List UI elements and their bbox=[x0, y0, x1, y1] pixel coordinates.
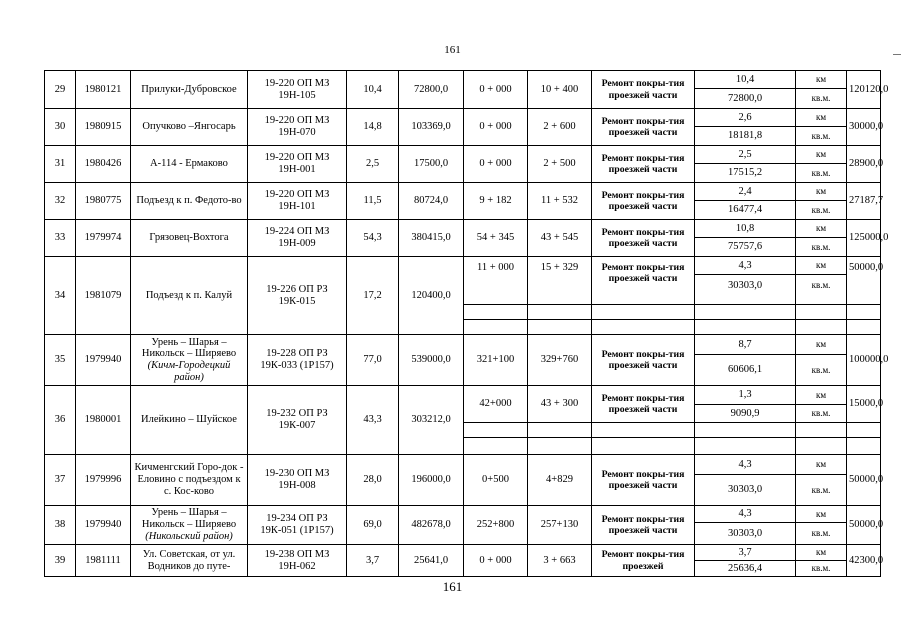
road-length: 28,0 bbox=[347, 455, 399, 506]
start-km: 0 + 000 bbox=[464, 146, 528, 183]
start-km: 42+000 bbox=[464, 386, 528, 423]
road-area: 539000,0 bbox=[399, 335, 464, 386]
row-number: 35 bbox=[45, 335, 76, 386]
road-id: 19-220 ОП МЗ 19Н-001 bbox=[248, 146, 347, 183]
row-number: 31 bbox=[45, 146, 76, 183]
road-length: 10,4 bbox=[347, 71, 399, 109]
start-km: 0+500 bbox=[464, 455, 528, 506]
unit-km: км bbox=[796, 257, 847, 275]
start-km: 0 + 000 bbox=[464, 71, 528, 109]
row-number: 36 bbox=[45, 386, 76, 455]
cost: 50000,0 bbox=[847, 257, 881, 305]
unit-km: км bbox=[796, 335, 847, 355]
road-length: 11,5 bbox=[347, 183, 399, 220]
unit-km: км bbox=[796, 545, 847, 561]
quantity-area: 72800,0 bbox=[695, 89, 796, 109]
start-km: 54 + 345 bbox=[464, 220, 528, 257]
unit-area: кв.м. bbox=[796, 89, 847, 109]
unit-km: км bbox=[796, 506, 847, 523]
row-number: 39 bbox=[45, 545, 76, 577]
quantity-km: 1,3 bbox=[695, 386, 796, 405]
road-area: 482678,0 bbox=[399, 506, 464, 545]
road-name: Подъезд к п. Федото-во bbox=[131, 183, 248, 220]
unit-km: км bbox=[796, 455, 847, 475]
cost: 50000,0 bbox=[847, 506, 881, 545]
corner-mark bbox=[893, 54, 901, 55]
object-code: 1980775 bbox=[76, 183, 131, 220]
work-type: Ремонт покры-тия проезжей части bbox=[592, 506, 695, 545]
table-row bbox=[45, 146, 881, 164]
unit-km: км bbox=[796, 109, 847, 127]
district-note: (Кичм-Городецкий район) bbox=[147, 360, 231, 383]
object-code: 1981079 bbox=[76, 257, 131, 335]
work-type: Ремонт покры-тия проезжей части bbox=[592, 71, 695, 109]
work-type: Ремонт покры-тия проезжей части bbox=[592, 455, 695, 506]
start-km: 0 + 000 bbox=[464, 545, 528, 577]
work-type: Ремонт покры-тия проезжей bbox=[592, 545, 695, 577]
table-row bbox=[45, 506, 881, 523]
end-km: 2 + 500 bbox=[528, 146, 592, 183]
road-area: 380415,0 bbox=[399, 220, 464, 257]
road-area: 17500,0 bbox=[399, 146, 464, 183]
object-code: 1980426 bbox=[76, 146, 131, 183]
work-type: Ремонт покры-тия проезжей части bbox=[592, 220, 695, 257]
unit-km: км bbox=[796, 386, 847, 405]
road-name-text: Урень – Шарья – Никольск – Ширяево bbox=[141, 336, 237, 360]
quantity-area: 60606,1 bbox=[695, 355, 796, 386]
road-name bbox=[131, 506, 248, 545]
road-id: 19-220 ОП МЗ 19Н-101 bbox=[248, 183, 347, 220]
quantity-km: 2,5 bbox=[695, 146, 796, 164]
cost: 42300,0 bbox=[847, 545, 881, 577]
road-id: 19-226 ОП РЗ 19К-015 bbox=[248, 257, 347, 335]
row-number: 34 bbox=[45, 257, 76, 335]
start-km: 321+100 bbox=[464, 335, 528, 386]
cost: 30000,0 bbox=[847, 109, 881, 146]
quantity-area: 16477,4 bbox=[695, 201, 796, 220]
table-row bbox=[45, 455, 881, 475]
table-row bbox=[45, 220, 881, 238]
table-row bbox=[45, 386, 881, 405]
road-area: 80724,0 bbox=[399, 183, 464, 220]
road-length: 54,3 bbox=[347, 220, 399, 257]
cost: 15000,0 bbox=[847, 386, 881, 423]
cost: 50000,0 bbox=[847, 455, 881, 506]
row-number: 32 bbox=[45, 183, 76, 220]
quantity-km: 10,8 bbox=[695, 220, 796, 238]
quantity-area: 9090,9 bbox=[695, 405, 796, 423]
work-type: Ремонт покры-тия проезжей части bbox=[592, 257, 695, 305]
road-area: 103369,0 bbox=[399, 109, 464, 146]
row-number: 29 bbox=[45, 71, 76, 109]
road-name: Илейкино – Шуйское bbox=[131, 386, 248, 455]
object-code: 1979940 bbox=[76, 506, 131, 545]
road-area: 25641,0 bbox=[399, 545, 464, 577]
row-number: 38 bbox=[45, 506, 76, 545]
road-length: 3,7 bbox=[347, 545, 399, 577]
table-row bbox=[45, 109, 881, 127]
quantity-area: 30303,0 bbox=[695, 475, 796, 506]
row-number: 37 bbox=[45, 455, 76, 506]
road-id: 19-228 ОП РЗ 19К-033 (1Р157) bbox=[248, 335, 347, 386]
end-km: 10 + 400 bbox=[528, 71, 592, 109]
end-km: 11 + 532 bbox=[528, 183, 592, 220]
work-type: Ремонт покры-тия проезжей части bbox=[592, 146, 695, 183]
unit-area: кв.м. bbox=[796, 275, 847, 305]
road-id: 19-220 ОП МЗ 19Н-070 bbox=[248, 109, 347, 146]
unit-area: кв.м. bbox=[796, 561, 847, 577]
end-km: 15 + 329 bbox=[528, 257, 592, 305]
start-km: 9 + 182 bbox=[464, 183, 528, 220]
object-code: 1979974 bbox=[76, 220, 131, 257]
road-name-text: Урень – Шарья – Никольск – Ширяево bbox=[141, 507, 237, 531]
unit-km: км bbox=[796, 183, 847, 201]
road-name: Опучково –Янгосарь bbox=[131, 109, 248, 146]
road-length: 14,8 bbox=[347, 109, 399, 146]
work-type: Ремонт покры-тия проезжей части bbox=[592, 109, 695, 146]
road-length: 2,5 bbox=[347, 146, 399, 183]
road-repair-table bbox=[44, 70, 889, 577]
quantity-area: 17515,2 bbox=[695, 164, 796, 183]
object-code: 1980121 bbox=[76, 71, 131, 109]
road-name: Грязовец-Вохтога bbox=[131, 220, 248, 257]
road-area: 72800,0 bbox=[399, 71, 464, 109]
object-code: 1980001 bbox=[76, 386, 131, 455]
road-name: Кичменгский Горо-док - Еловино с подъездом к с. Кос-ково bbox=[131, 455, 248, 506]
end-km: 4+829 bbox=[528, 455, 592, 506]
cost: 125000,0 bbox=[847, 220, 881, 257]
start-km: 11 + 000 bbox=[464, 257, 528, 305]
road-id: 19-238 ОП МЗ 19Н-062 bbox=[248, 545, 347, 577]
road-name: Ул. Советская, от ул. Водников до путе- bbox=[131, 545, 248, 577]
cost: 27187,7 bbox=[847, 183, 881, 220]
unit-area: кв.м. bbox=[796, 405, 847, 423]
road-name: А-114 - Ермаково bbox=[131, 146, 248, 183]
end-km: 3 + 663 bbox=[528, 545, 592, 577]
road-id: 19-224 ОП МЗ 19Н-009 bbox=[248, 220, 347, 257]
road-area: 120400,0 bbox=[399, 257, 464, 335]
work-type: Ремонт покры-тия проезжей части bbox=[592, 386, 695, 423]
road-name: Прилуки-Дубровское bbox=[131, 71, 248, 109]
start-km: 0 + 000 bbox=[464, 109, 528, 146]
unit-area: кв.м. bbox=[796, 201, 847, 220]
unit-area: кв.м. bbox=[796, 238, 847, 257]
quantity-area: 30303,0 bbox=[695, 523, 796, 545]
page-number-bottom: 161 bbox=[442, 579, 463, 594]
table-row bbox=[45, 545, 881, 561]
quantity-km: 4,3 bbox=[695, 506, 796, 523]
unit-area: кв.м. bbox=[796, 523, 847, 545]
end-km: 43 + 545 bbox=[528, 220, 592, 257]
end-km: 257+130 bbox=[528, 506, 592, 545]
quantity-km: 8,7 bbox=[695, 335, 796, 355]
cost: 100000,0 bbox=[847, 335, 881, 386]
quantity-area: 75757,6 bbox=[695, 238, 796, 257]
road-name bbox=[131, 335, 248, 386]
road-name: Подъезд к п. Калуй bbox=[131, 257, 248, 335]
table-row bbox=[45, 71, 881, 89]
row-number: 30 bbox=[45, 109, 76, 146]
object-code: 1981111 bbox=[76, 545, 131, 577]
road-length: 17,2 bbox=[347, 257, 399, 335]
unit-area: кв.м. bbox=[796, 127, 847, 146]
unit-km: км bbox=[796, 71, 847, 89]
page-number-top: 161 bbox=[444, 44, 461, 56]
unit-km: км bbox=[796, 220, 847, 238]
object-code: 1979996 bbox=[76, 455, 131, 506]
table-row bbox=[45, 257, 881, 275]
end-km: 43 + 300 bbox=[528, 386, 592, 423]
road-length: 77,0 bbox=[347, 335, 399, 386]
unit-area: кв.м. bbox=[796, 164, 847, 183]
work-type: Ремонт покры-тия проезжей части bbox=[592, 183, 695, 220]
road-id: 19-230 ОП МЗ 19Н-008 bbox=[248, 455, 347, 506]
quantity-km: 2,4 bbox=[695, 183, 796, 201]
road-length: 69,0 bbox=[347, 506, 399, 545]
object-code: 1980915 bbox=[76, 109, 131, 146]
end-km: 2 + 600 bbox=[528, 109, 592, 146]
quantity-area: 30303,0 bbox=[695, 275, 796, 305]
table-row bbox=[45, 335, 881, 355]
quantity-area: 18181,8 bbox=[695, 127, 796, 146]
table-row bbox=[45, 183, 881, 201]
unit-km: км bbox=[796, 146, 847, 164]
road-id: 19-220 ОП МЗ 19Н-105 bbox=[248, 71, 347, 109]
start-km: 252+800 bbox=[464, 506, 528, 545]
road-area: 303212,0 bbox=[399, 386, 464, 455]
road-id: 19-232 ОП РЗ 19К-007 bbox=[248, 386, 347, 455]
quantity-km: 4,3 bbox=[695, 455, 796, 475]
quantity-km: 2,6 bbox=[695, 109, 796, 127]
cost: 28900,0 bbox=[847, 146, 881, 183]
work-type: Ремонт покры-тия проезжей части bbox=[592, 335, 695, 386]
unit-area: кв.м. bbox=[796, 355, 847, 386]
road-length: 43,3 bbox=[347, 386, 399, 455]
quantity-km: 10,4 bbox=[695, 71, 796, 89]
cost: 120120,0 bbox=[847, 71, 881, 109]
end-km: 329+760 bbox=[528, 335, 592, 386]
unit-area: кв.м. bbox=[796, 475, 847, 506]
road-area: 196000,0 bbox=[399, 455, 464, 506]
object-code: 1979940 bbox=[76, 335, 131, 386]
quantity-km: 4,3 bbox=[695, 257, 796, 275]
row-number: 33 bbox=[45, 220, 76, 257]
road-id: 19-234 ОП РЗ 19К-051 (1Р157) bbox=[248, 506, 347, 545]
quantity-area: 25636,4 bbox=[695, 561, 796, 577]
district-note: (Никольский район) bbox=[145, 530, 233, 542]
quantity-km: 3,7 bbox=[695, 545, 796, 561]
